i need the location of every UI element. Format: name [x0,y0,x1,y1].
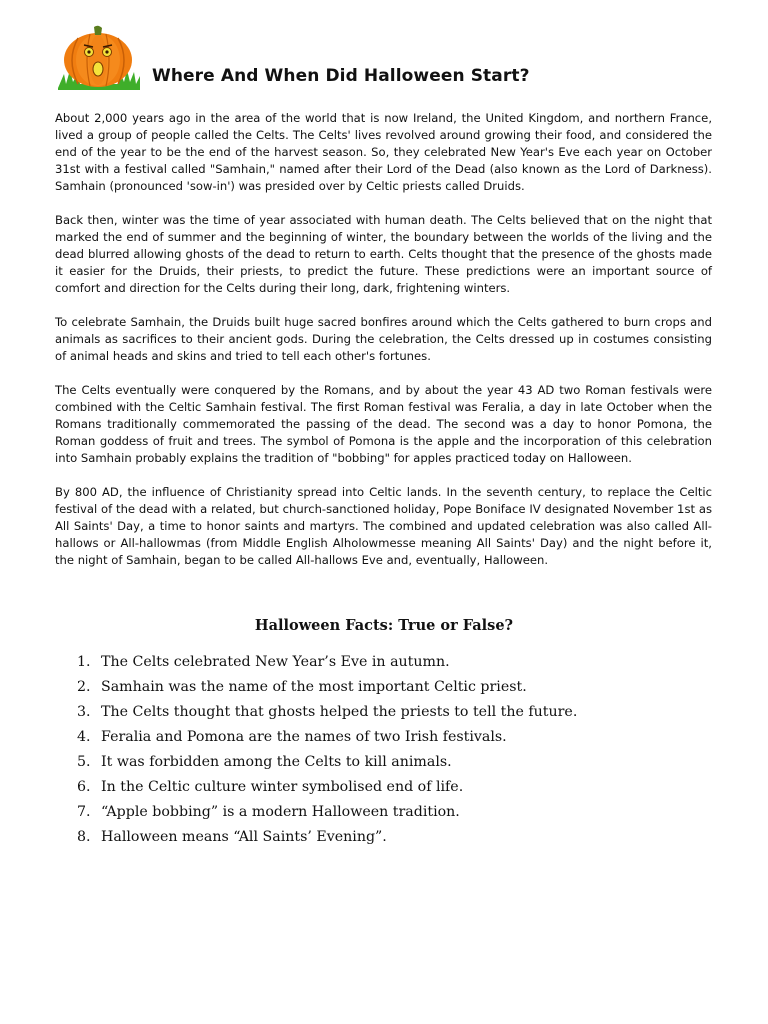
quiz-item-text: In the Celtic culture winter symbolised end of life. [101,779,464,795]
quiz-item-text: The Celts celebrated New Year’s Eve in autumn. [101,654,450,670]
quiz-item [77,825,577,850]
paragraph: Back then, winter was the time of year associated with human death. The Celts believed that on the night that marked the end of summer and the beginning of winter, the boundary between the worlds of the living and the dead blurred allowing ghosts of the dead to return to earth. Celts thought that the presence of the ghosts made it easier for the Druids, their priests, to predict the future. These predictions were an important source of comfort and direction for the Celts during their long, dark, frightening winters. [55,213,712,295]
quiz-item-text: “Apple bobbing” is a modern Halloween tradition. [101,804,460,820]
quiz-item [77,775,577,800]
paragraph: About 2,000 years ago in the area of the world that is now Ireland, the United Kingdom, and northern France, lived a group of people called the Celts. The Celts' lives revolved around growing their food, and considered the end of the year to be the end of the harvest season. So, they celebrated New Year's Eve each year on October 31st with a festival called "Samhain," named after their Lord of the Dead (also known as the Lord of Darkness). Samhain (pronounced 'sow-in') was presided over by Celtic priests called Druids. [55,111,712,193]
paragraph: To celebrate Samhain, the Druids built huge sacred bonfires around which the Celts gathered to burn crops and animals as sacrifices to their ancient gods. During the celebration, the Celts dressed up in costumes consisting of animal heads and skins and tried to tell each other's fortunes. [55,315,712,363]
quiz-item-text: Feralia and Pomona are the names of two Irish festivals. [101,729,507,745]
quiz-item [77,800,577,825]
page-title: Where And When Did Halloween Start? [152,66,530,86]
quiz-item-number: 8. [77,829,91,845]
paragraph: The Celts eventually were conquered by the Romans, and by about the year 43 AD two Roman festivals were combined with the Celtic Samhain festival. The first Roman festival was Feralia, a day in late October when the Romans traditionally commemorated the passing of the dead. The second was a day to honor Pomona, the Roman goddess of fruit and trees. The symbol of Pomona is the apple and the incorporation of this celebration into Samhain probably explains the tradition of "bobbing" for apples practiced today on Halloween. [55,383,712,465]
quiz-item-number: 7. [77,804,91,820]
quiz-item-text: Samhain was the name of the most important Celtic priest. [101,679,527,695]
pumpkin-icon [56,24,142,90]
quiz-item-text: Halloween means “All Saints’ Evening”. [101,829,387,845]
quiz-item-number: 5. [77,754,91,770]
quiz-item [77,675,577,700]
article-body [55,110,712,586]
quiz-item-number: 6. [77,779,91,795]
quiz-item [77,750,577,775]
quiz-item-number: 3. [77,704,91,720]
quiz-item [77,650,577,675]
quiz-item [77,700,577,725]
quiz-item-number: 4. [77,729,91,745]
quiz-list [77,650,577,850]
quiz-item-number: 2. [77,679,91,695]
quiz-item-text: The Celts thought that ghosts helped the priests to tell the future. [101,704,578,720]
quiz-item-number: 1. [77,654,91,670]
quiz-item-text: It was forbidden among the Celts to kill animals. [101,754,452,770]
quiz-title: Halloween Facts: True or False? [254,617,514,634]
paragraph: By 800 AD, the influence of Christianity spread into Celtic lands. In the seventh century, to replace the Celtic festival of the dead with a related, but church-sanctioned holiday, Pope Boniface IV designated November 1st as All Saints' Day, a time to honor saints and martyrs. The combined and updated celebration was also called All-hallows or All-hallowmas (from Middle English Alholowmesse meaning All Saints' Day) and the night before it, the night of Samhain, began to be called All-hallows Eve and, eventually, Halloween. [55,485,712,567]
quiz-item [77,725,577,750]
